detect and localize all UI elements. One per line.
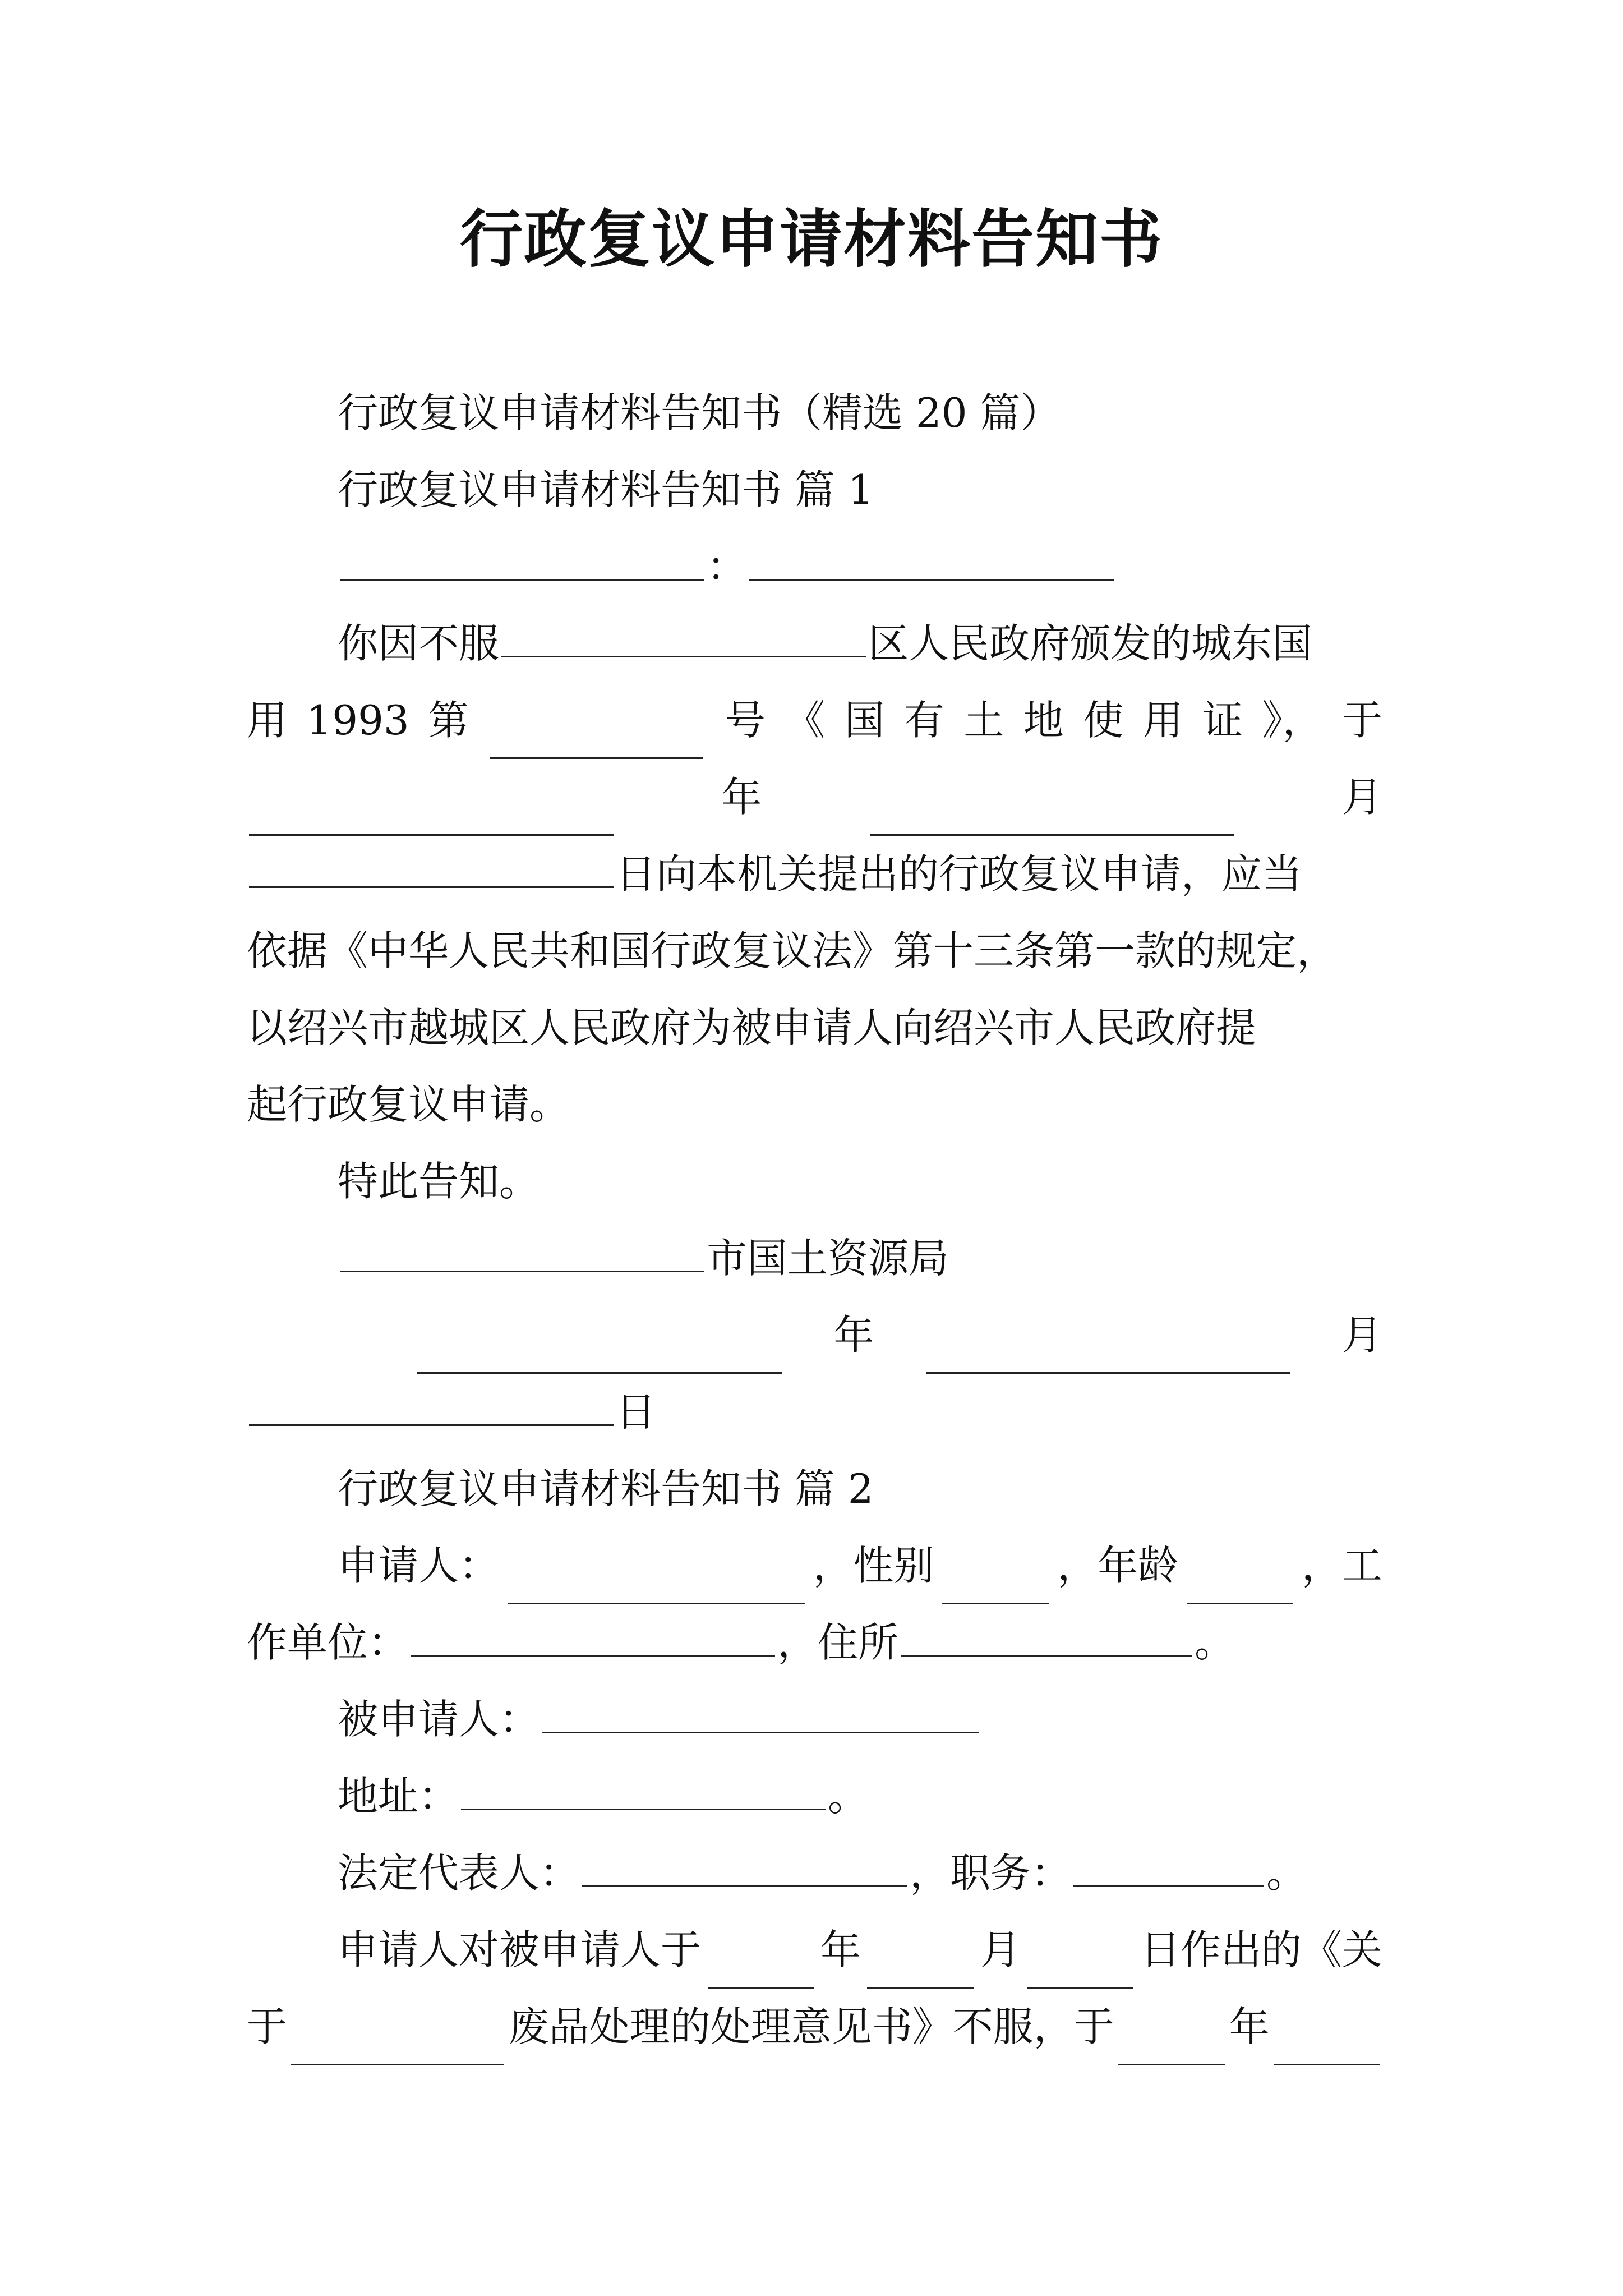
blank-line — [582, 1847, 907, 1887]
blank-line — [1027, 1949, 1133, 1989]
blank-line — [901, 1617, 1192, 1657]
blank-line — [340, 1232, 704, 1272]
paragraph-line: 以绍兴市越城区人民政府为被申请人向绍兴市人民政府提 — [247, 1004, 1257, 1051]
blank-line — [542, 1694, 979, 1733]
blank-line — [1274, 2026, 1380, 2065]
signature-date: 年 月 — [247, 1297, 1382, 1374]
section-heading-1: 行政复议申请材料告知书 篇 1 — [338, 466, 874, 513]
blank-line — [249, 796, 614, 836]
legal-rep-line: 法定代表人： ，职务： 。 — [247, 1835, 1382, 1912]
paragraph-line: 依据《中华人民共和国行政复议法》第十三条第一款的规定， — [247, 927, 1338, 974]
blank-line — [867, 1949, 974, 1989]
paragraph-line: 用 1993 第 号 《 国 有 土 地 使 用 证 》， 于 — [247, 682, 1382, 759]
paragraph-line: 你因不服 区人民政府颁发的城东国 — [247, 605, 1382, 682]
paragraph-line: 年 月 — [247, 759, 1382, 836]
blank-line — [249, 1386, 614, 1426]
blank-line — [249, 848, 614, 888]
blank-line — [870, 796, 1234, 836]
blank-line — [708, 1949, 814, 1989]
blank-line — [501, 618, 866, 657]
blank-line — [461, 1770, 826, 1810]
blank-line — [1118, 2026, 1225, 2065]
blank-line — [508, 1565, 805, 1604]
blank-line — [340, 541, 704, 581]
section-heading-2: 行政复议申请材料告知书 篇 2 — [338, 1465, 874, 1512]
notice-line: 特此告知。 — [338, 1158, 540, 1205]
blank-line — [417, 1334, 782, 1374]
paragraph-line: 日向本机关提出的行政复议申请，应当 — [247, 836, 1382, 913]
workplace-line: 作单位： ，住所 。 — [247, 1604, 1382, 1681]
respondent-line: 被申请人： — [247, 1681, 1382, 1758]
blank-line — [490, 719, 703, 759]
blank-line — [926, 1334, 1290, 1374]
document-body — [247, 375, 1382, 2065]
signature-date-day: 日 — [247, 1374, 1382, 1451]
blank-line — [942, 1565, 1049, 1604]
recipient-line: ： — [247, 528, 1382, 605]
subtitle: 行政复议申请材料告知书（精选 20 篇） — [338, 389, 1061, 436]
address-line: 地址： 。 — [247, 1758, 1382, 1835]
blank-line — [1073, 1847, 1264, 1887]
blank-line — [411, 1617, 775, 1657]
blank-line — [291, 2026, 504, 2065]
paragraph-line: 起行政复议申请。 — [247, 1081, 570, 1128]
applicant-line: 申请人： ，性别 ，年龄 ，工 — [247, 1527, 1382, 1604]
document-title: 行政复议申请材料告知书 — [460, 203, 1163, 276]
blank-line — [749, 541, 1114, 581]
signature-org: 市国土资源局 — [247, 1220, 1382, 1297]
paragraph-line: 申请人对被申请人于 年 月 日作出的《关 — [247, 1912, 1382, 1989]
blank-line — [1187, 1565, 1293, 1604]
paragraph-line: 于 废品处理的处理意见书》不服，于 年 — [247, 1989, 1382, 2065]
